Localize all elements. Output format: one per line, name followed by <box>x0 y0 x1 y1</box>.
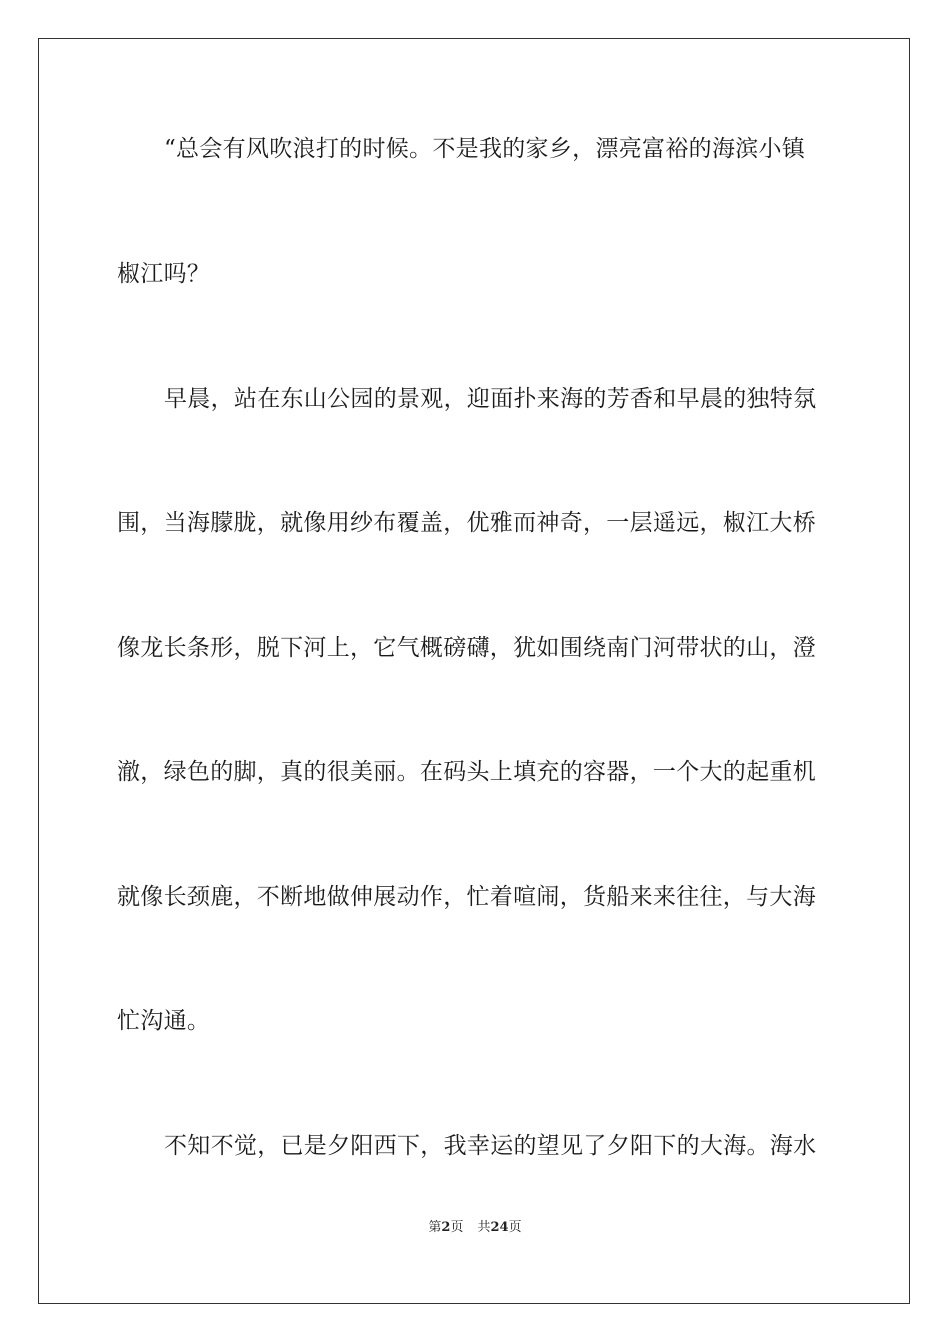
page-suffix: 页 <box>450 1220 464 1235</box>
total-pages: 24 <box>490 1220 509 1235</box>
total-suffix: 页 <box>508 1220 522 1235</box>
paragraph-3-line-1: 不知不觉，已是夕阳西下，我幸运的望见了夕阳下的大海。海水 <box>164 1133 817 1159</box>
paragraph-2-line-3: 像龙长条形，脱下河上，它气概磅礴，犹如围绕南门河带状的山，澄 <box>117 635 816 661</box>
paragraph-2-line-1: 早晨，站在东山公园的景观，迎面扑来海的芳香和早晨的独特氛 <box>164 386 817 412</box>
paragraph-1-line-2: 椒江吗？ <box>117 261 211 287</box>
paragraph-2-line-6: 忙沟通。 <box>117 1008 211 1034</box>
page-footer <box>0 1219 950 1237</box>
paragraph-2-line-2: 围，当海朦胧，就像用纱布覆盖，优雅而神奇，一层遥远，椒江大桥 <box>117 510 816 536</box>
page-number: 2 <box>441 1220 451 1235</box>
paragraph-2-line-4: 澈，绿色的脚，真的很美丽。在码头上填充的容器，一个大的起重机 <box>117 759 816 785</box>
page-prefix: 第 <box>428 1220 442 1235</box>
total-prefix: 共 <box>477 1220 491 1235</box>
paragraph-1-line-1: “总会有风吹浪打的时候。不是我的家乡，漂亮富裕的海滨小镇 <box>164 136 806 162</box>
page-border <box>38 38 910 1304</box>
paragraph-2-line-5: 就像长颈鹿，不断地做伸展动作，忙着喧闹，货船来来往往，与大海 <box>117 884 816 910</box>
